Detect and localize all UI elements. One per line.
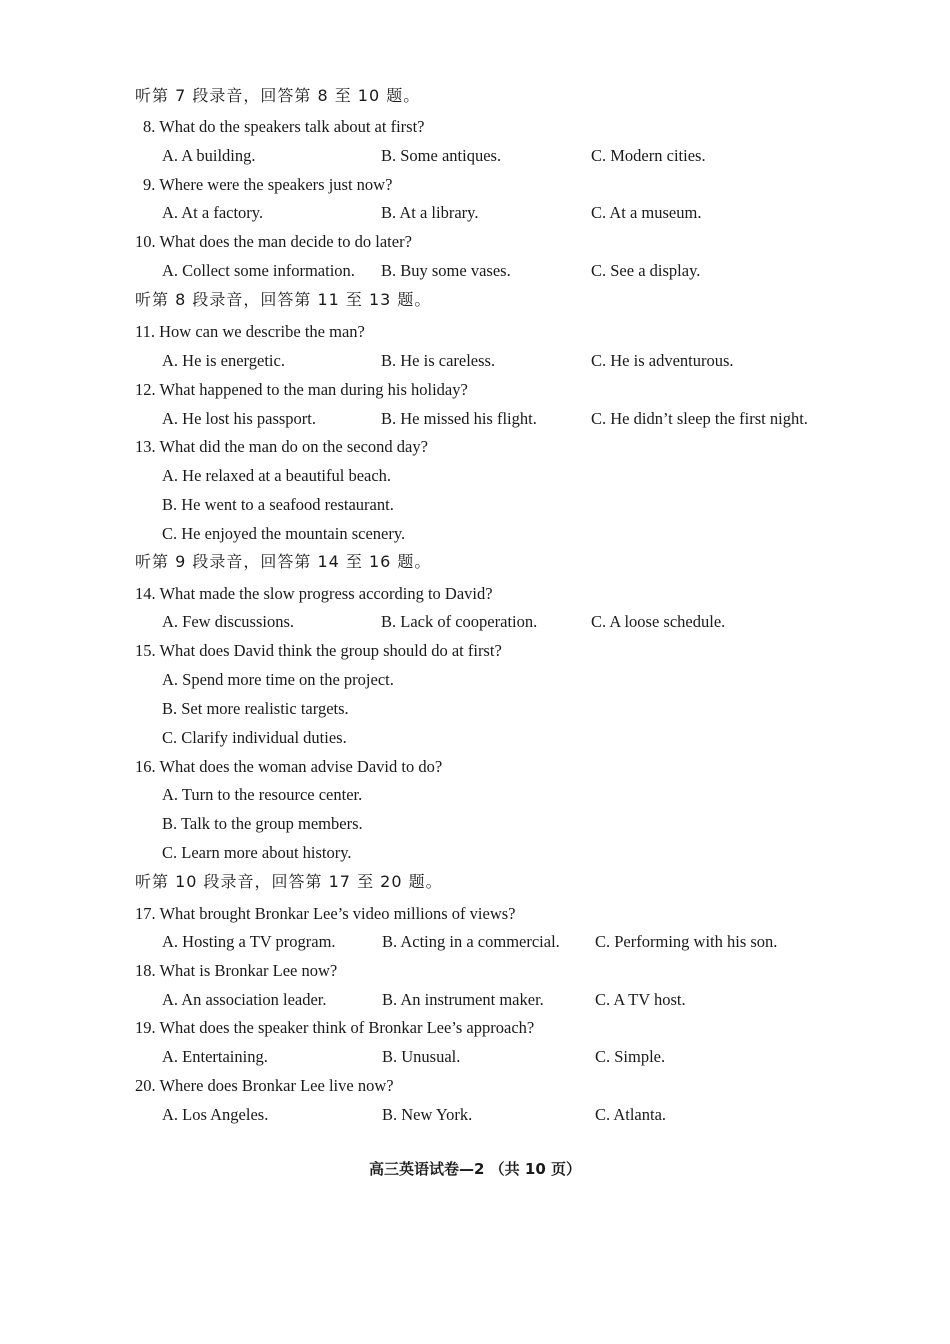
option-b: B. Set more realistic targets.	[162, 699, 349, 718]
option-b: B. He went to a seafood restaurant.	[162, 495, 394, 514]
option-b: B. Acting in a commercial.	[382, 932, 560, 951]
question-stem: 14. What made the slow progress according to David?	[135, 584, 493, 603]
question-stem: 12. What happened to the man during his holiday?	[135, 380, 468, 399]
option-a: A. Hosting a TV program.	[162, 932, 336, 951]
option-b: B. Some antiques.	[381, 146, 502, 165]
option-a: A. He lost his passport.	[162, 409, 316, 428]
option-a: A. Los Angeles.	[162, 1105, 269, 1124]
section-heading: 听第 8 段录音，回答第 11 至 13 题。	[135, 290, 432, 309]
option-c: C. Clarify individual duties.	[162, 728, 347, 747]
question-stem: 8. What do the speakers talk about at first?	[143, 117, 425, 136]
option-c: C. Atlanta.	[595, 1105, 667, 1124]
option-c: C. Learn more about history.	[162, 843, 352, 862]
option-b: B. Lack of cooperation.	[381, 612, 538, 631]
option-a: A. He relaxed at a beautiful beach.	[162, 466, 392, 485]
option-c: C. At a museum.	[591, 203, 702, 222]
section-heading: 听第 7 段录音，回答第 8 至 10 题。	[135, 86, 421, 105]
option-a: A. Turn to the resource center.	[162, 785, 363, 804]
option-a: A. Entertaining.	[162, 1047, 268, 1066]
option-b: B. An instrument maker.	[382, 990, 544, 1009]
question-stem: 11. How can we describe the man?	[135, 322, 365, 341]
option-c: C. He enjoyed the mountain scenery.	[162, 524, 406, 543]
option-a: A. An association leader.	[162, 990, 327, 1009]
section-heading: 听第 9 段录音，回答第 14 至 16 题。	[135, 552, 432, 571]
question-stem: 18. What is Bronkar Lee now?	[135, 961, 338, 980]
option-b: B. Buy some vases.	[381, 261, 511, 280]
question-stem: 10. What does the man decide to do later?	[135, 232, 412, 251]
question-stem: 13. What did the man do on the second day?	[135, 437, 428, 456]
option-a: A. Collect some information.	[162, 261, 355, 280]
option-b: B. New York.	[382, 1105, 473, 1124]
option-b: B. He is careless.	[381, 351, 496, 370]
option-c: C. A loose schedule.	[591, 612, 726, 631]
option-c: C. Modern cities.	[591, 146, 706, 165]
option-c: C. He is adventurous.	[591, 351, 734, 370]
option-c: C. A TV host.	[595, 990, 686, 1009]
option-a: A. A building.	[162, 146, 256, 165]
option-c: C. Performing with his son.	[595, 932, 778, 951]
option-b: B. At a library.	[381, 203, 479, 222]
question-stem: 16. What does the woman advise David to do?	[135, 757, 443, 776]
question-stem: 20. Where does Bronkar Lee live now?	[135, 1076, 394, 1095]
option-c: C. See a display.	[591, 261, 701, 280]
option-b: B. He missed his flight.	[381, 409, 537, 428]
option-b: B. Talk to the group members.	[162, 814, 363, 833]
option-c: C. He didn’t sleep the first night.	[591, 409, 808, 428]
question-stem: 9. Where were the speakers just now?	[143, 175, 393, 194]
option-b: B. Unusual.	[382, 1047, 461, 1066]
option-a: A. Few discussions.	[162, 612, 295, 631]
option-a: A. Spend more time on the project.	[162, 670, 394, 689]
question-stem: 19. What does the speaker think of Bronkar Lee’s approach?	[135, 1018, 535, 1037]
option-c: C. Simple.	[595, 1047, 666, 1066]
section-heading: 听第 10 段录音，回答第 17 至 20 题。	[135, 872, 443, 891]
question-stem: 17. What brought Bronkar Lee’s video millions of views?	[135, 904, 516, 923]
page-footer: 高三英语试卷—2 （共 10 页）	[369, 1160, 581, 1178]
option-a: A. At a factory.	[162, 203, 264, 222]
option-a: A. He is energetic.	[162, 351, 285, 370]
question-stem: 15. What does David think the group should do at first?	[135, 641, 502, 660]
